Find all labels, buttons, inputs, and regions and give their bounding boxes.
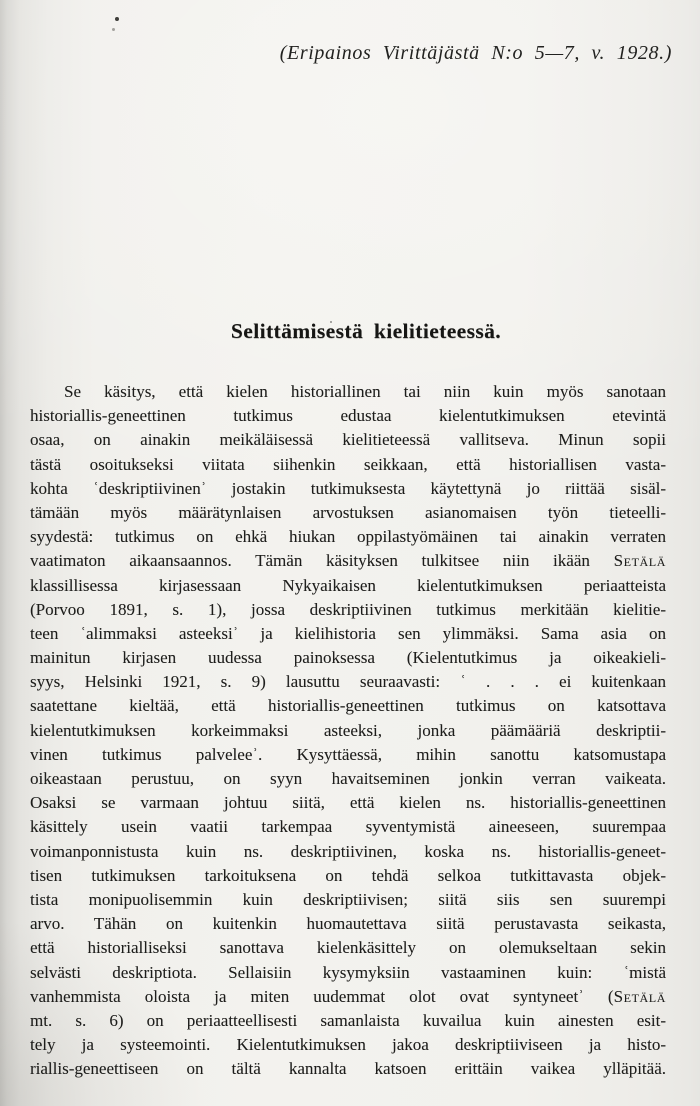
text-line: osaa, on ainakin meikäläisessä kielitieteessä vallitseva. Minun sopii bbox=[30, 430, 666, 450]
text-line: vanhemmista oloista ja miten uudemmat olot ovat syntyneetʾ (Setälä bbox=[30, 986, 666, 1006]
article-body bbox=[30, 380, 666, 1081]
text-line: syys, Helsinki 1921, s. 9) lausuttu seuraavasti: ʿ . . . ei kuitenkaan bbox=[30, 672, 666, 692]
offprint-imprint: (Eripainos Virittäjästä N:o 5—7, v. 1928.) bbox=[279, 42, 672, 64]
text-line: riallis-geneettiseen on tältä kannalta katsoen erittäin vaikea ylläpitää. bbox=[30, 1059, 666, 1079]
text-line: mt. s. 6) on periaatteellisesti samanlaista kuvailua kuin ainesten esit- bbox=[30, 1010, 666, 1030]
text-line: mainitun kirjasen uudessa painoksessa (Kielentutkimus ja oikeakieli- bbox=[30, 648, 666, 668]
text-line: selvästi deskriptiota. Sellaisiin kysymyksiin vastaaminen kuin: ʿmistä bbox=[30, 962, 666, 982]
article-title: Selittämisestä kielitieteessä. bbox=[230, 319, 502, 343]
text-line: vaatimaton aikaansaannos. Tämän käsityksen tulkitsee niin ikään Setälä bbox=[30, 551, 666, 571]
text-line: Se käsitys, että kielen historiallinen tai niin kuin myös sanotaan bbox=[64, 382, 666, 401]
text-line: arvo. Tähän on kuitenkin huomautettava siitä perustavasta seikasta, bbox=[30, 914, 666, 934]
text-line: kielentutkimuksen korkeimmaksi asteeksi, jonka päämääriä deskriptii- bbox=[30, 720, 666, 740]
text-line: tisen tutkimuksen tarkoituksena on tehdä selkoa tutkittavasta objek- bbox=[30, 865, 666, 885]
text-line: teen ʿalimmaksi asteeksiʾ ja kielihistoria sen ylimmäksi. Sama asia on bbox=[30, 623, 666, 643]
text-line: historiallis-geneettinen tutkimus edustaa kielentutkimuksen etevintä bbox=[30, 406, 666, 426]
text-line: syydestä: tutkimus on ehkä hiukan oppilastyömäinen tai ainakin verraten bbox=[30, 527, 666, 547]
scan-speckle bbox=[115, 17, 119, 21]
text-line: kohta ʿdeskriptiivinenʾ jostakin tutkimuksesta käytettynä jo riittää sisäl- bbox=[30, 478, 666, 498]
text-line: klassillisessa kirjasessaan Nykyaikaisen kielentutkimuksen periaatteista bbox=[30, 575, 666, 595]
text-line: että historialliseksi sanottava kielenkäsittely on olemukseltaan sekin bbox=[30, 938, 666, 958]
text-line: tely ja systeemointi. Kielentutkimuksen jakoa deskriptiiviseen ja histo- bbox=[30, 1035, 666, 1055]
text-line: voimanponnistusta kuin ns. deskriptiivinen, koska ns. historiallis-geneet- bbox=[30, 841, 666, 861]
text-line: tämään myös määrätynlaisen arvostuksen asianomaisen työn tieteelli- bbox=[30, 502, 666, 522]
text-line: käsittely usein vaatii tarkempaa syventymistä aineeseen, suurempaa bbox=[30, 817, 666, 837]
text-line: Osaksi se varmaan johtuu siitä, että kielen ns. historiallis-geneettinen bbox=[30, 793, 666, 813]
scan-speckle bbox=[112, 28, 115, 31]
text-line: vinen tutkimus palveleeʾ. Kysyttäessä, mihin sanottu katsomustapa bbox=[30, 744, 666, 764]
text-line: oikeastaan perustuu, on syyn havaitseminen jonkin verran vaikeata. bbox=[30, 769, 666, 788]
text-line: (Porvoo 1891, s. 1), jossa deskriptiivinen tutkimus merkitään kielitie- bbox=[30, 599, 666, 619]
text-line: tista monipuolisemmin kuin deskriptiivisen; siitä siis sen suurempi bbox=[30, 889, 666, 909]
text-line: saatettane kieltää, että historiallis-geneettinen tutkimus on katsottava bbox=[30, 696, 666, 716]
text-line: tästä osoitukseksi viitata siihenkin seikkaan, että historiallisen vasta- bbox=[30, 454, 666, 474]
